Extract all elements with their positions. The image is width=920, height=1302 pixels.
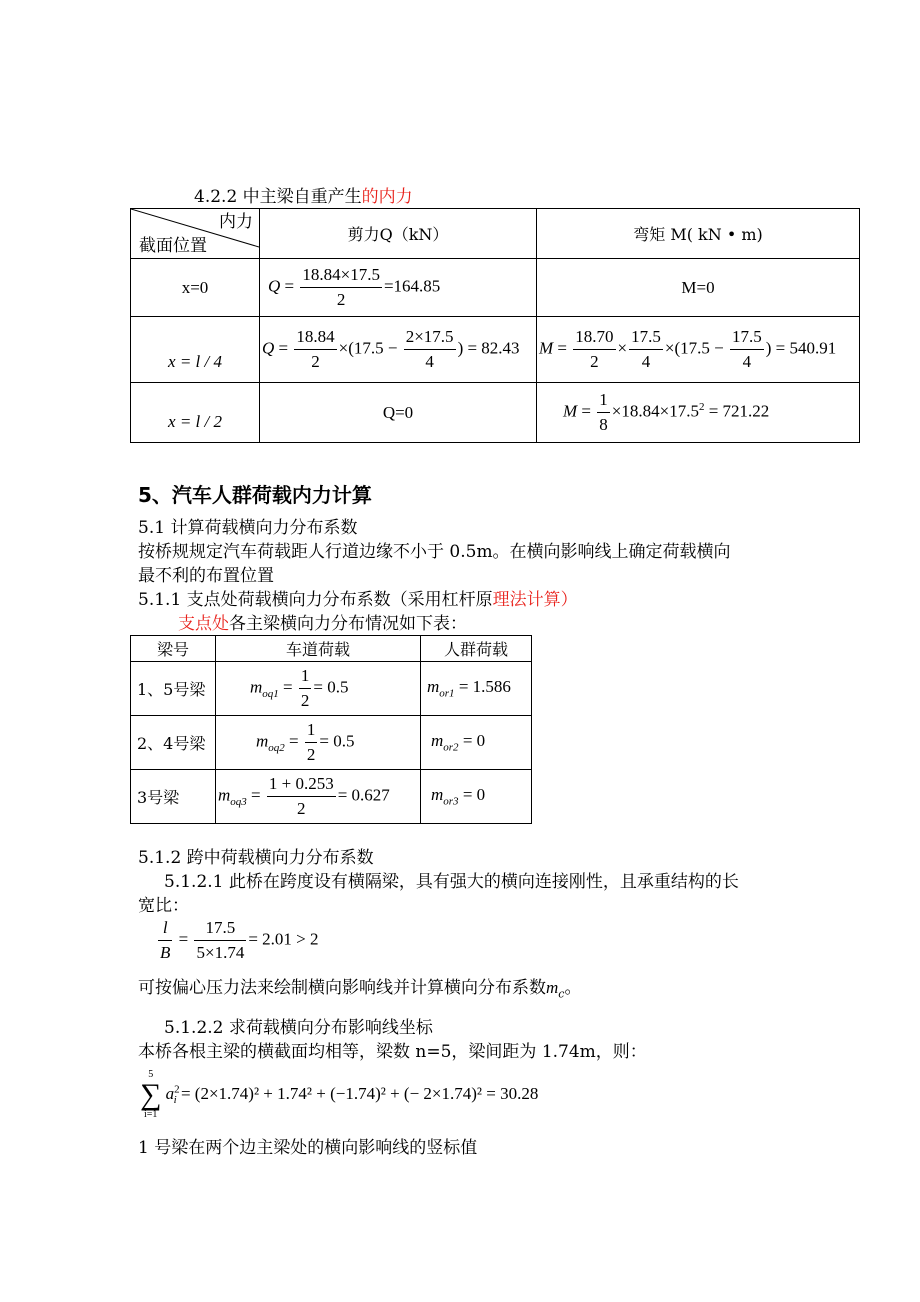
moment-header: 弯矩 M( kN • m) — [537, 209, 860, 259]
support-distribution-table — [130, 635, 532, 824]
beam-label: 2、4号梁 — [131, 716, 216, 770]
sigma-symbol: 5 ∑ i=1 — [140, 1069, 162, 1120]
internal-force-table — [130, 208, 860, 443]
row1-shear: Q = $\frac{18.84\times 17.5}{2}$ =164.85 — [260, 259, 537, 317]
crowd-coefficient: $m_{or1} = 1.586$ — [421, 662, 532, 716]
length-width-ratio-formula: $\frac{l}{B}$ = $\frac{17.5}{5\times 1.74}$ = 2.01 > 2 — [160, 918, 319, 962]
crowd-coefficient: $m_{or3} = 0$ — [421, 770, 532, 824]
lane-coefficient: $m_{oq3}$ = $\frac{1 + 0.253}{2}$ = 0.627 — [216, 770, 421, 824]
p-5-1-2-1-line-1: 5.1.2.1 此桥在跨度设有横隔梁，具有强大的横向连接刚性，且承重结构的长 — [164, 872, 739, 892]
row2-position: x = l / 4 — [131, 317, 260, 383]
p-5-1-1-line-2: 支点处各主梁横向力分布情况如下表： — [178, 614, 467, 634]
table-row — [131, 662, 532, 716]
p-last: 1 号梁在两个边主梁处的横向影响线的竖标值 — [138, 1138, 478, 1158]
p-5-1-2: 5.1.2 跨中荷载横向力分布系数 — [138, 848, 374, 868]
corner-top-label: 内力 — [219, 212, 253, 232]
row1-moment: M=0 — [537, 259, 860, 317]
row1-position: x=0 — [131, 259, 260, 317]
p-5-1-body-2: 最不利的布置位置 — [138, 566, 274, 586]
p-beams: 本桥各根主梁的横截面均相等，梁数 n=5，梁间距为 1.74m，则： — [138, 1042, 647, 1062]
table-row — [131, 770, 532, 824]
row3-position: x = l / 2 — [131, 383, 260, 443]
table-row — [131, 716, 532, 770]
p-5-1-2-1-line-2: 宽比： — [138, 896, 189, 916]
header-crowd-load: 人群荷载 — [421, 636, 532, 662]
lane-coefficient: $m_{oq1}$ = $\frac{1}{2}$ = 0.5 — [216, 662, 421, 716]
p-5-1-body-1: 按桥规规定汽车荷载距人行道边缘不小于 0.5m。在横向影响线上确定荷载横向 — [138, 542, 731, 562]
sum-formula: 5 ∑ i=1 $a^2_i = (2\times 1.74)^2 + 1.74^2 + (-1.74)^2$ + (− 2×1.74)² = 30.28 — [140, 1069, 539, 1120]
row1-shear-fraction: $\frac{18.84\times 17.5}{2}$ — [302, 265, 380, 309]
row3-shear: Q=0 — [260, 383, 537, 443]
corner-bottom-label: 截面位置 — [139, 236, 207, 256]
section-title-422: 4.2.2 中主梁自重产生的内力 — [194, 187, 413, 207]
p-eccentric: 可按偏心压力法来绘制横向影响线并计算横向分布系数$m_c$。 — [138, 978, 582, 1001]
beam-label: 1、5号梁 — [131, 662, 216, 716]
p-5-1: 5.1 计算荷载横向力分布系数 — [138, 518, 358, 538]
heading-5: 5、汽车人群荷载内力计算 — [138, 483, 372, 507]
p-5-1-2-2: 5.1.2.2 求荷载横向分布影响线坐标 — [164, 1018, 433, 1038]
row3-moment: M = $\frac{1}{8}$ $\times 18.84\times 17.5^2 = 721.22$ — [537, 383, 860, 443]
shear-header: 剪力Q（kN） — [260, 209, 537, 259]
corner-header-cell — [131, 209, 260, 259]
beam-label: 3号梁 — [131, 770, 216, 824]
row2-moment: M = $\frac{18.70}{2}$ × $\frac{17.5}{4}$ ×(17.5 − $\frac{17.5}{4}$ ) = 540.91 — [537, 317, 860, 383]
lane-coefficient: $m_{oq2}$ = $\frac{1}{2}$ = 0.5 — [216, 716, 421, 770]
p-5-1-1: 5.1.1 支点处荷载横向力分布系数（采用杠杆原理法计算） — [138, 590, 578, 610]
header-lane-load: 车道荷载 — [216, 636, 421, 662]
crowd-coefficient: $m_{or2} = 0$ — [421, 716, 532, 770]
header-beam: 梁号 — [131, 636, 216, 662]
row2-shear: Q = $\frac{18.84}{2}$ ×(17.5 − $\frac{2\times 17.5}{4}$ ) = 82.43 — [260, 317, 537, 383]
